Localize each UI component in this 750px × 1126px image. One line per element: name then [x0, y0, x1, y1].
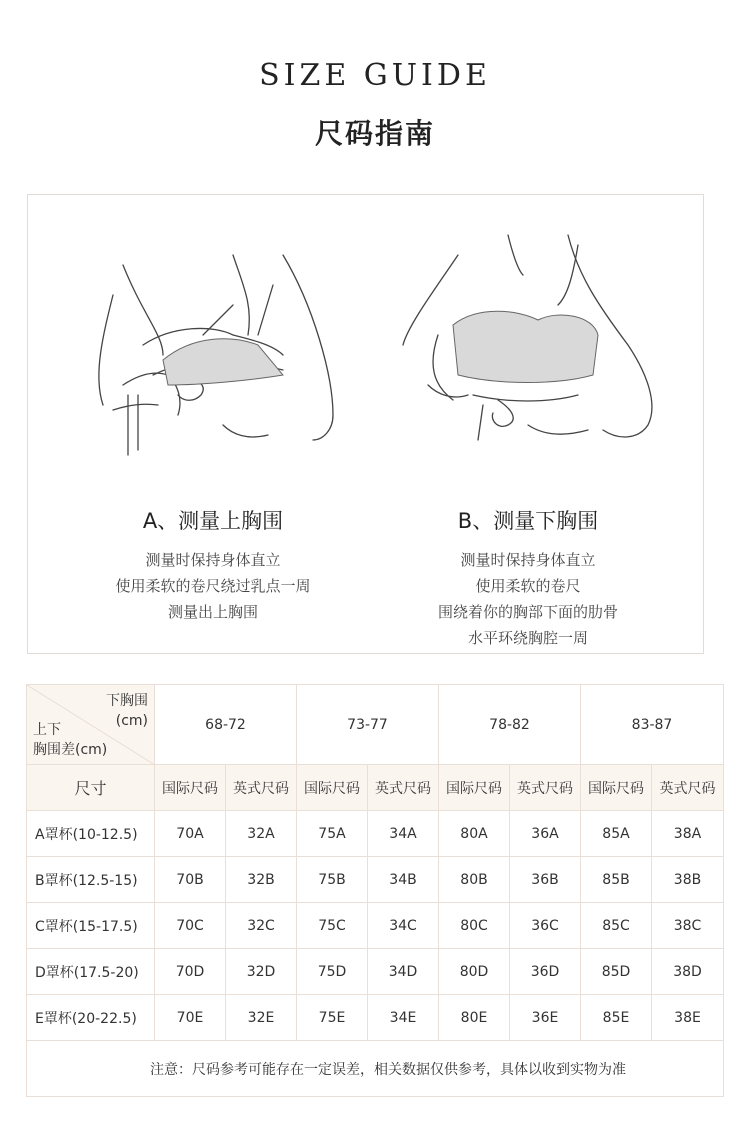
- measure-panel: [27, 194, 704, 654]
- uk-size-cell: 36A: [510, 811, 581, 857]
- intl-size-header: 国际尺码: [297, 765, 368, 811]
- intl-size-cell: 75B: [297, 857, 368, 903]
- uk-size-cell: 32E: [226, 995, 297, 1041]
- intl-size-cell: 70D: [155, 949, 226, 995]
- uk-size-cell: 32A: [226, 811, 297, 857]
- table-row: [27, 995, 724, 1041]
- measure-b-line: 围绕着你的胸部下面的肋骨: [437, 603, 618, 621]
- intl-size-cell: 75D: [297, 949, 368, 995]
- intl-size-cell: 85A: [581, 811, 652, 857]
- disclaimer-note: 注意：尺码参考可能存在一定误差，相关数据仅供参考，具体以收到实物为准: [27, 1041, 724, 1097]
- corner-bottom-line: 上下: [33, 722, 61, 738]
- intl-size-cell: 85B: [581, 857, 652, 903]
- cup-label: B罩杯(12.5-15): [27, 857, 155, 903]
- cup-label: D罩杯(17.5-20): [27, 949, 155, 995]
- cup-label: C罩杯(15-17.5): [27, 903, 155, 949]
- uk-size-cell: 36E: [510, 995, 581, 1041]
- intl-size-cell: 70E: [155, 995, 226, 1041]
- uk-size-cell: 32B: [226, 857, 297, 903]
- cup-label: A罩杯(10-12.5): [27, 811, 155, 857]
- uk-size-cell: 38E: [652, 995, 724, 1041]
- illustration-upper-bust: [83, 225, 343, 465]
- uk-size-cell: 34B: [368, 857, 439, 903]
- intl-size-cell: 85D: [581, 949, 652, 995]
- table-row: [27, 811, 724, 857]
- measure-figure-a: [83, 225, 343, 635]
- measure-a-instructions: [43, 547, 383, 625]
- uk-size-header: 英式尺码: [510, 765, 581, 811]
- table-row: [27, 857, 724, 903]
- intl-size-cell: 80C: [439, 903, 510, 949]
- title-chinese: 尺码指南: [314, 117, 435, 150]
- measure-b-line: 测量时保持身体直立: [460, 551, 596, 569]
- table-header-row: [27, 685, 724, 765]
- uk-size-cell: 36D: [510, 949, 581, 995]
- uk-size-cell: 34C: [368, 903, 439, 949]
- size-label: 尺寸: [27, 765, 155, 811]
- uk-size-cell: 38A: [652, 811, 724, 857]
- uk-size-cell: 34D: [368, 949, 439, 995]
- range-header: 83-87: [581, 685, 724, 765]
- uk-size-cell: 36B: [510, 857, 581, 903]
- uk-size-cell: 32D: [226, 949, 297, 995]
- corner-top-line: 下胸围: [106, 693, 148, 709]
- uk-size-header: 英式尺码: [368, 765, 439, 811]
- table-corner-cell: [27, 685, 155, 765]
- intl-size-cell: 70A: [155, 811, 226, 857]
- uk-size-cell: 38D: [652, 949, 724, 995]
- intl-size-cell: 70B: [155, 857, 226, 903]
- table-row: [27, 903, 724, 949]
- range-header: 78-82: [439, 685, 581, 765]
- measure-a-line: 使用柔软的卷尺绕过乳点一周: [115, 577, 311, 595]
- intl-size-cell: 80D: [439, 949, 510, 995]
- measure-b-line: 使用柔软的卷尺: [475, 577, 581, 595]
- corner-difference-label: [33, 720, 107, 760]
- measure-a-title: A、测量上胸围: [142, 509, 284, 533]
- intl-size-cell: 85E: [581, 995, 652, 1041]
- uk-size-cell: 36C: [510, 903, 581, 949]
- measure-b-line: 水平环绕胸腔一周: [467, 629, 588, 647]
- measure-b-instructions: [358, 547, 698, 651]
- intl-size-cell: 80E: [439, 995, 510, 1041]
- measure-a-line: 测量时保持身体直立: [145, 551, 281, 569]
- table-subheader-row: [27, 765, 724, 811]
- size-table: [26, 684, 724, 1097]
- title-english: SIZE GUIDE: [259, 58, 491, 93]
- table-note-row: [27, 1041, 724, 1097]
- uk-size-header: 英式尺码: [226, 765, 297, 811]
- uk-size-cell: 32C: [226, 903, 297, 949]
- intl-size-header: 国际尺码: [439, 765, 510, 811]
- corner-bottom-unit: 胸围差(cm): [33, 742, 108, 758]
- table-row: [27, 949, 724, 995]
- intl-size-header: 国际尺码: [581, 765, 652, 811]
- range-header: 68-72: [155, 685, 297, 765]
- cup-label: E罩杯(20-22.5): [27, 995, 155, 1041]
- illustration-under-bust: [398, 225, 658, 465]
- intl-size-cell: 75C: [297, 903, 368, 949]
- corner-underbust-label: [106, 691, 148, 731]
- uk-size-cell: 34A: [368, 811, 439, 857]
- intl-size-cell: 75E: [297, 995, 368, 1041]
- intl-size-cell: 80B: [439, 857, 510, 903]
- measure-a-line: 测量出上胸围: [167, 603, 258, 621]
- uk-size-cell: 34E: [368, 995, 439, 1041]
- intl-size-cell: 70C: [155, 903, 226, 949]
- measure-figure-b: [398, 225, 658, 647]
- intl-size-header: 国际尺码: [155, 765, 226, 811]
- range-header: 73-77: [297, 685, 439, 765]
- uk-size-header: 英式尺码: [652, 765, 724, 811]
- intl-size-cell: 85C: [581, 903, 652, 949]
- intl-size-cell: 80A: [439, 811, 510, 857]
- corner-top-unit: (cm): [115, 713, 148, 729]
- intl-size-cell: 75A: [297, 811, 368, 857]
- uk-size-cell: 38C: [652, 903, 724, 949]
- uk-size-cell: 38B: [652, 857, 724, 903]
- measure-b-title: B、测量下胸围: [457, 509, 599, 533]
